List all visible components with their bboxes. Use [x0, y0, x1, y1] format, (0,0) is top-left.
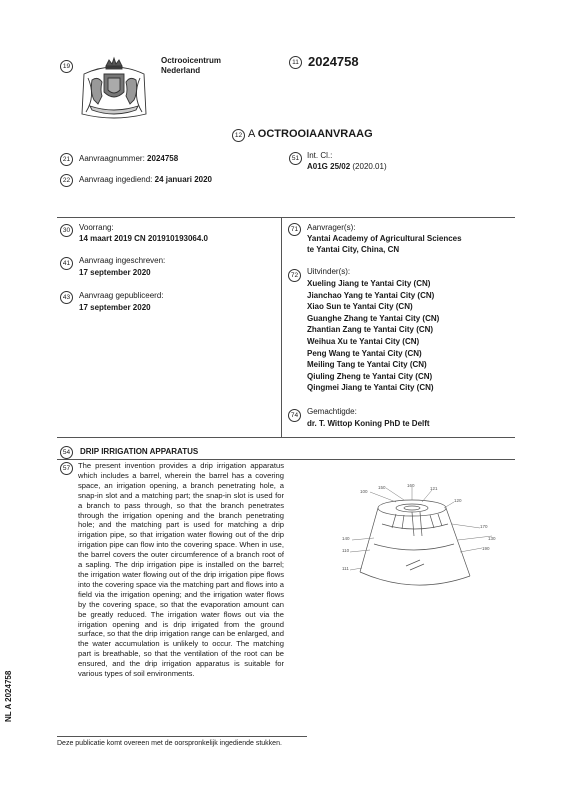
divider-top [57, 217, 515, 218]
divider-footer [57, 736, 307, 737]
inventor-item: Xiao Sun te Yantai City (CN) [307, 302, 413, 312]
inid-code-71: 71 [288, 223, 301, 236]
inid-code-12: 12 [232, 129, 245, 142]
filed-date-label: Aanvraag ingediend: [79, 175, 153, 184]
registered-value: 17 september 2020 [79, 268, 151, 277]
inid-code-11: 11 [289, 56, 302, 69]
figure-label: 111 [342, 566, 349, 571]
inid-code-54: 54 [60, 446, 73, 459]
inventor-item: Xueling Jiang te Yantai City (CN) [307, 279, 431, 288]
inid-code-72: 72 [288, 269, 301, 282]
published-value: 17 september 2020 [79, 303, 151, 312]
inventor-item: Qiuling Zheng te Yantai City (CN) [307, 371, 433, 381]
doc-kind-prefix: A [248, 128, 255, 140]
column-divider [281, 217, 282, 437]
applicant-line2: te Yantai City, China, CN [307, 245, 400, 254]
divider-title [57, 459, 515, 460]
int-cl-label: Int. Cl.: [307, 151, 333, 160]
application-number-label: Aanvraagnummer: [79, 154, 145, 163]
inid-code-30: 30 [60, 224, 73, 237]
applicant-label: Aanvrager(s): [307, 223, 356, 232]
inid-code-43: 43 [60, 291, 73, 304]
figure-label: 130 [488, 536, 496, 541]
office-name-line2: Nederland [161, 66, 201, 75]
inid-code-57: 57 [60, 462, 73, 475]
registered-label: Aanvraag ingeschreven: [79, 256, 166, 265]
priority-label: Voorrang: [79, 223, 114, 232]
apparatus-drawing [330, 484, 505, 596]
doc-kind-title: OCTROOIAANVRAAG [257, 128, 373, 140]
divider-middle [57, 437, 515, 438]
inventors-list [307, 278, 439, 394]
publication-number: 2024758 [308, 54, 359, 69]
office-name-line1: Octrooicentrum [161, 56, 222, 65]
agent-label: Gemachtigde: [307, 407, 357, 416]
invention-title: DRIP IRRIGATION APPARATUS [80, 447, 199, 456]
figure-label: 120 [454, 498, 462, 503]
inid-code-74: 74 [288, 409, 301, 422]
int-cl-version: (2020.01) [352, 162, 387, 171]
int-cl-line [307, 161, 387, 172]
footer-disclaimer: Deze publicatie komt overeen met de oorspronkelijk ingediende stukken. [57, 740, 282, 747]
inid-code-19: 19 [60, 60, 73, 73]
figure-label: 100 [360, 489, 368, 494]
published-label: Aanvraag gepubliceerd: [79, 291, 164, 300]
filed-date-value: 24 januari 2020 [154, 175, 212, 184]
inventor-item: Meiling Tang te Yantai City (CN) [307, 360, 427, 370]
figure-label: 110 [342, 548, 350, 553]
doc-kind-line [248, 127, 373, 142]
priority-value: 14 maart 2019 CN 201910193064.0 [79, 234, 208, 243]
inid-code-22: 22 [60, 174, 73, 187]
figure-label: 121 [430, 486, 438, 491]
applicant-line1: Yantai Academy of Agricultural Sciences [307, 234, 462, 243]
application-number-value: 2024758 [147, 154, 179, 163]
inventor-item: Peng Wang te Yantai City (CN) [307, 348, 422, 358]
application-number-line [79, 153, 178, 164]
inid-code-51: 51 [289, 152, 302, 165]
inventor-item: Guanghe Zhang te Yantai City (CN) [307, 313, 440, 323]
inventor-item: Weihua Xu te Yantai City (CN) [307, 336, 420, 346]
inventor-item: Qingmei Jiang te Yantai City (CN) [307, 383, 434, 393]
side-document-id: NL A 2024758 [4, 670, 13, 722]
figure-label: 140 [342, 536, 350, 541]
inventors-label: Uitvinder(s): [307, 267, 351, 276]
inid-code-21: 21 [60, 153, 73, 166]
figure-label: 190 [482, 546, 490, 551]
figure-label: 150 [378, 485, 386, 490]
inventor-item: Zhantian Zang te Yantai City (CN) [307, 325, 434, 335]
figure-label: 160 [407, 484, 415, 488]
coat-of-arms-logo [76, 56, 152, 122]
abstract-text: The present invention provides a drip irrigation apparatus which includes a barrel, wherein the barrel has a covering space, an irrigation opening, a branch penetrating hole, a snap-in slot and a matching part; the snap-in slot is used for a branch to pass through, so that the branch penetrates through the irrigation opening and the branch penetrating hole; and the matching part is used for matching a drip irrigation pipe, so that irrigation water flowing out of the drip irrigation pipe can flow into the covering space. When in use, the barrel covers the outer circumference of a branch root of a sapling. The drip irrigation pipe is installed on the barrel; the irrigation water flowing out of the drip irrigation pipe flows into the covering space via the matching part and flows into a field via the irrigation opening; and the irrigation water flows by the covering space, so that the evaporation amount can be greatly reduced. The irrigation water flows out via the irrigation opening and is drip irrigated from the ground surface, so that the drip irrigation range can be enlarged, and the water accumulation is unlikely to occur. The matching part is breathable, so that the ventilation of the root can be ensured, and the drip irrigation apparatus is suitable for various types of soil environments. [78, 461, 284, 679]
inid-code-41: 41 [60, 257, 73, 270]
figure-label: 170 [480, 524, 488, 529]
inventor-item: Jianchao Yang te Yantai City (CN) [307, 290, 435, 300]
int-cl-value: A01G 25/02 [307, 162, 351, 171]
agent-value: dr. T. Wittop Koning PhD te Delft [307, 419, 430, 428]
filed-date-line [79, 174, 212, 185]
